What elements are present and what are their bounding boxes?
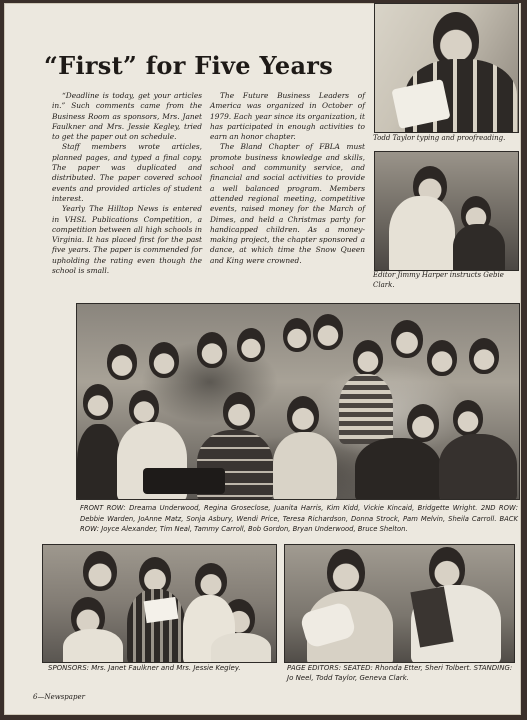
article-column-2 [210,91,365,266]
photo-sponsors [42,544,277,663]
photo-jimmy-instructs [374,151,519,271]
photo-page-editors [284,544,515,663]
caption-roster: FRONT ROW: Dreama Underwood, Regina Groseclose, Juanita Harris, Kim Kidd, Vickie Kincaid, Bridgette Wright. 2ND ROW: Debbie Warden, JoAnne Matz, Sonja Asbury, Wendi Price, Teresa Richardson, Donna Strock, Pam Melvin, Sheila Carroll. BACK ROW: Joyce Alexander, Tim Neal, Tammy Carroll, Bob Gordon, Bryan Underwood, Bruce Shelton. [80,504,518,534]
photo-todd-typing [374,3,519,133]
article-paragraph: Yearly The Hilltop News is entered in VHSL Publications Competition, a competition between all high schools in Virginia. It has placed first for the past five years. The paper is commended for upholding the rating even though the school is small. [52,204,202,276]
caption-todd: Todd Taylor typing and proofreading. [373,134,506,142]
typewriter [143,468,225,494]
article-paragraph: “Deadline is today, get your articles in.” Such comments came from the Business Room as sponsors, Mrs. Janet Faulkner and Mrs. Jessie Kegley, tried to get the paper out on schedule. [52,91,202,142]
article-paragraph: Staff members wrote articles, planned pages, and typed a final copy. The paper was duplicated and distributed. The paper covered school events and provided articles of student interest. [52,142,202,203]
page-title: “First” for Five Years [44,51,334,80]
article-paragraph: The Future Business Leaders of America was organized in October of 1979. Each year since its organization, it has participated in enough activities to earn an honor chapter. [210,91,365,142]
caption-editors: PAGE EDITORS: SEATED: Rhonda Etter, Sheri Tolbert. STANDING: Jo Neel, Todd Taylor, Geneva Clark. [287,664,513,682]
photo-fbla-group [76,303,520,500]
page-footer: 6—Newspaper [33,693,85,701]
caption-sponsors: SPONSORS: Mrs. Janet Faulkner and Mrs. Jessie Kegley. [48,664,241,672]
article-paragraph: The Bland Chapter of FBLA must promote business knowledge and skills, school and community service, and financial and social activities to provide a well balanced program. Members attended regional meeting, competitive events, raised money for the March of Dimes, and held a Christmas party for handicapped children. As a money-making project, the chapter sponsored a dance, at which time the Snow Queen and King were crowned. [210,142,365,265]
caption-jimmy: Editor Jimmy Harper instructs Gebie Clark. [373,271,504,289]
yearbook-page [4,3,521,715]
article-column-1 [52,91,202,276]
